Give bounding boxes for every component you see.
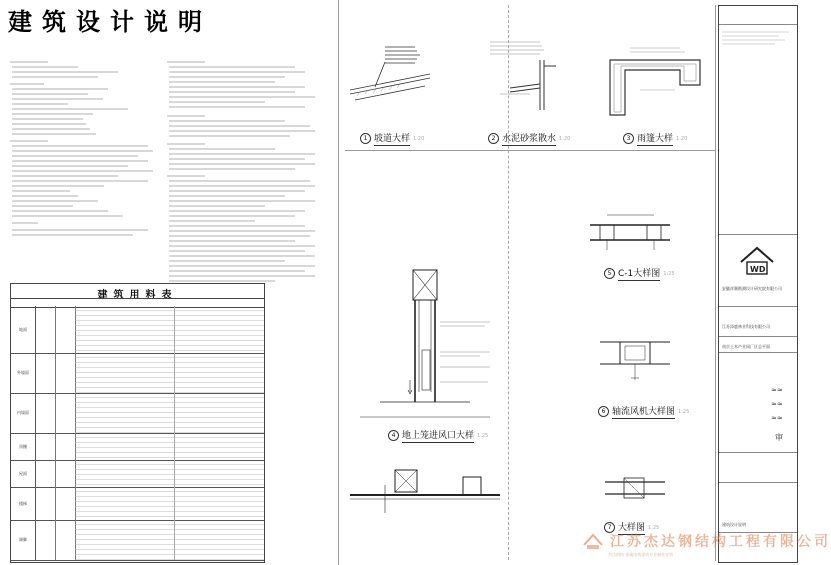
detail-number: 4 [388, 430, 399, 441]
materials-group [11, 487, 264, 521]
air-inlet-detail-caption [388, 428, 488, 443]
materials-group [11, 433, 264, 461]
detail-number: 3 [623, 133, 634, 144]
materials-description-lines [75, 433, 264, 460]
materials-category: 地面 [11, 306, 36, 353]
big-detail-drawing [600, 470, 670, 515]
materials-category: 外墙面 [11, 353, 36, 393]
materials-method-column [55, 487, 76, 520]
materials-note-column [174, 306, 175, 353]
company-watermark [582, 531, 831, 551]
materials-note-column [174, 353, 175, 393]
title-block-empty-row [719, 452, 797, 483]
title-block-notes-row [719, 24, 797, 235]
materials-category: 顶棚 [11, 433, 36, 460]
materials-subcolumn [35, 433, 56, 460]
detail-scale: 1:20 [559, 135, 571, 142]
company-name: 安徽祥顺勘测设计研究院有限公司 [722, 286, 782, 291]
detail-label: C-1大样图 [618, 266, 660, 281]
signature-1: ≈≈ [771, 386, 783, 394]
signature-2: ≈≈ [771, 400, 783, 408]
title-block-project-row [719, 336, 797, 353]
c1-detail-drawing [585, 210, 675, 255]
materials-note-column [174, 433, 175, 460]
review-stamp: 审 [775, 433, 783, 442]
axial-fan-detail-caption [598, 404, 689, 419]
materials-method-column [55, 353, 76, 393]
detail-scale: 1:20 [676, 135, 688, 142]
detail-scale: 1:25 [663, 270, 675, 277]
detail-number: 5 [604, 268, 615, 279]
materials-table [10, 283, 265, 563]
materials-category: 踢脚 [11, 520, 36, 560]
axial-fan-detail-drawing [595, 330, 675, 390]
canopy-detail-drawing [600, 40, 710, 120]
materials-description-lines [75, 487, 264, 520]
materials-method-column [55, 306, 76, 353]
materials-description-lines [75, 353, 264, 393]
canopy-detail-caption [623, 131, 687, 146]
foundation-detail-drawing [345, 465, 505, 520]
detail-label: 雨篷大样 [637, 131, 673, 146]
materials-description-lines [75, 520, 264, 560]
materials-category: 屋面 [11, 460, 36, 487]
materials-subcolumn [35, 353, 56, 393]
materials-description-lines [75, 460, 264, 487]
detail-number: 6 [598, 406, 609, 417]
materials-method-column [55, 460, 76, 487]
signature-3: ≈≈ [771, 414, 783, 422]
detail-scale: 1:25 [477, 432, 489, 439]
materials-note-column [174, 460, 175, 487]
materials-subcolumn [35, 520, 56, 560]
document-title: 建筑设计说明 [8, 8, 212, 36]
column-divider [338, 0, 339, 565]
title-block-client-row [719, 306, 797, 337]
materials-category: 内墙面 [11, 393, 36, 433]
ramp-detail-drawing [345, 42, 435, 102]
materials-subcolumn [35, 460, 56, 487]
detail-label: 轴流风机大样图 [612, 404, 675, 419]
materials-note-column [174, 393, 175, 433]
detail-label: 地上笼进风口大样 [402, 428, 474, 443]
watermark-logo [582, 531, 604, 551]
svg-text:WD: WD [750, 265, 766, 274]
materials-note-column [174, 520, 175, 560]
materials-method-column [55, 393, 76, 433]
watermark-text: 江苏杰达钢结构工程有限公司 [610, 534, 831, 550]
title-block-notes-lines [719, 28, 797, 228]
materials-note-column [174, 487, 175, 520]
notes-lines-middle [165, 60, 325, 285]
detail-label: 坡道大样 [374, 131, 410, 146]
materials-description-lines [75, 393, 264, 433]
project-name: 南京土木产业园厂区总平面 [722, 344, 770, 349]
apron-detail-drawing [470, 30, 590, 110]
materials-table-body [11, 306, 264, 562]
title-block-logo-row [719, 234, 797, 307]
watermark-subtext: 杰达钢构 金属结构建筑专业制作安装 [608, 552, 674, 557]
detail-scale: 1:25 [678, 408, 690, 415]
materials-description-lines [75, 306, 264, 353]
title-block [718, 5, 798, 563]
design-institute-logo [737, 240, 777, 280]
drawing-title: 建筑设计说明 [722, 522, 746, 527]
c1-detail-caption [604, 266, 675, 281]
detail-label: 水泥砂浆散水 [502, 131, 556, 146]
detail-label: 大样图 [618, 520, 645, 535]
title-block-signature-row [719, 352, 797, 453]
materials-group [11, 460, 264, 488]
detail-number: 7 [604, 522, 615, 533]
design-notes-left [8, 60, 158, 270]
air-inlet-detail-drawing [340, 262, 510, 427]
materials-category: 楼梯 [11, 487, 36, 520]
materials-group [11, 353, 264, 394]
materials-table-title: 建筑用料表 [97, 290, 178, 301]
title-block-header-row [719, 6, 797, 25]
apron-detail-caption [488, 131, 570, 146]
title-block-drawing-title-row [719, 482, 797, 533]
materials-method-column [55, 433, 76, 460]
materials-method-column [55, 520, 76, 560]
materials-subcolumn [35, 487, 56, 520]
section-divider [345, 150, 715, 151]
design-notes-middle [165, 60, 325, 285]
materials-subcolumn [35, 393, 56, 433]
client-name: 江苏添鹿林业科技有限公司 [722, 324, 770, 329]
frame-divider [715, 5, 716, 561]
notes-lines-left [8, 60, 158, 270]
materials-subcolumn [35, 306, 56, 353]
ramp-detail-caption [360, 131, 424, 146]
materials-group [11, 393, 264, 434]
materials-group [11, 520, 264, 561]
detail-scale: 1:20 [413, 135, 425, 142]
detail-scale: 1:25 [648, 524, 660, 531]
detail-number: 1 [360, 133, 371, 144]
materials-group [11, 306, 264, 354]
detail-number: 2 [488, 133, 499, 144]
